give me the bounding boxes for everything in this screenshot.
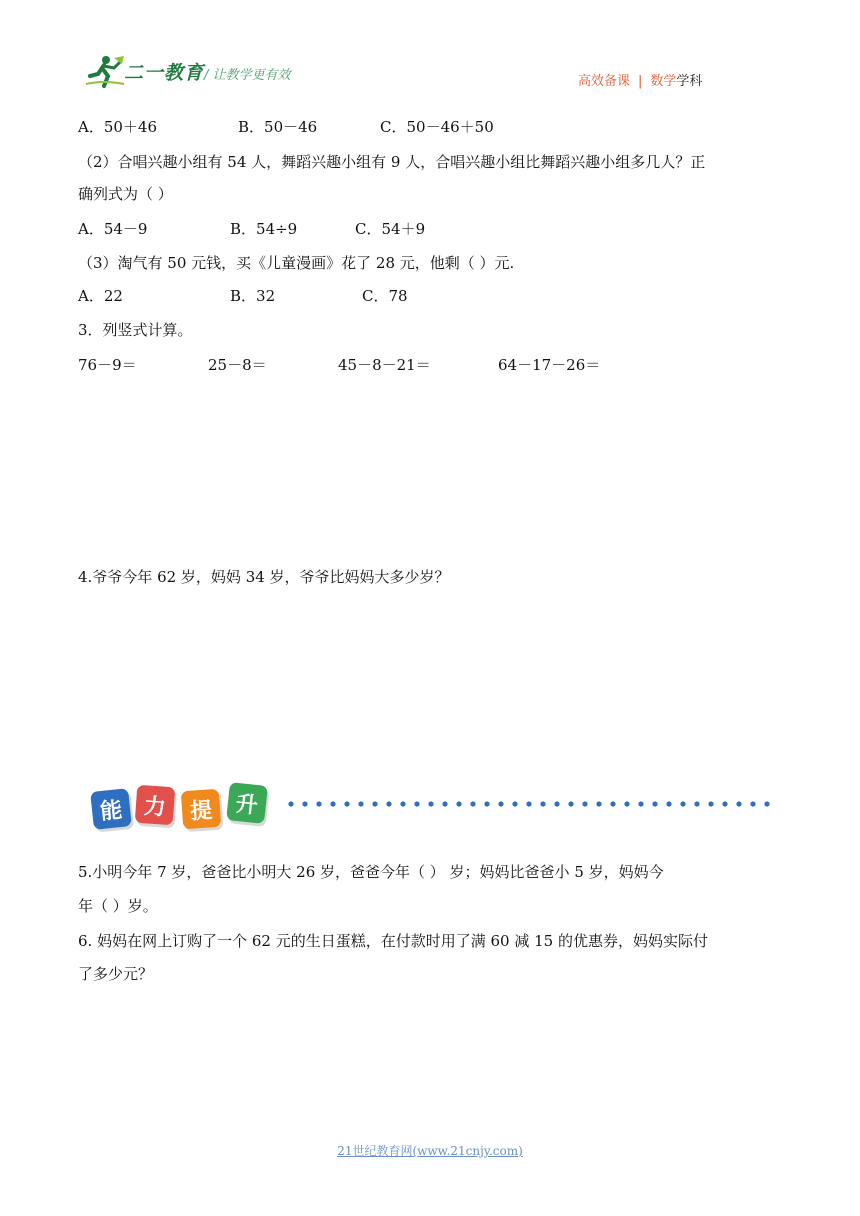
q3-option-a: A．22 bbox=[78, 287, 123, 305]
banner-dot bbox=[400, 801, 405, 806]
q6-text-line1: 6. 妈妈在网上订购了一个 62 元的生日蛋糕，在付款时用了满 60 减 15 的优惠券，妈妈实际付 bbox=[78, 932, 708, 950]
q1-option-a: A．50＋46 bbox=[78, 118, 158, 136]
page-header bbox=[0, 0, 860, 100]
header-subject-suffix: 学科 bbox=[676, 74, 703, 89]
q3-text: （3）淘气有 50 元钱，买《儿童漫画》花了 28 元，他剩（ ）元. bbox=[78, 254, 515, 272]
banner-dot bbox=[708, 801, 713, 806]
q2-option-c: C．54＋9 bbox=[355, 220, 426, 238]
q3-option-c: C．78 bbox=[362, 287, 408, 305]
runner-logo-icon bbox=[84, 54, 126, 88]
header-subject bbox=[578, 70, 702, 89]
q5-text-line1: 5.小明今年 7 岁，爸爸比小明大 26 岁，爸爸今年（ ） 岁；妈妈比爸爸小 5 岁，妈妈今 bbox=[78, 863, 664, 881]
banner-dot bbox=[372, 801, 377, 806]
banner-dot bbox=[652, 801, 657, 806]
banner-dot bbox=[526, 801, 531, 806]
header-subject-name: 数学 bbox=[650, 74, 677, 89]
section3-title: 3．列竖式计算。 bbox=[78, 321, 193, 339]
banner-dot bbox=[428, 801, 433, 806]
calc-expression-1: 76－9＝ bbox=[78, 356, 137, 374]
banner-dot bbox=[512, 801, 517, 806]
ability-banner bbox=[84, 778, 284, 836]
q3-option-b: B．32 bbox=[230, 287, 276, 305]
calc-expression-2: 25－8＝ bbox=[208, 356, 267, 374]
banner-dot bbox=[554, 801, 559, 806]
q2-option-b: B．54÷9 bbox=[230, 220, 298, 238]
banner-dotted-line bbox=[284, 800, 774, 808]
q4-text: 4.爷爷今年 62 岁，妈妈 34 岁，爷爷比妈妈大多少岁？ bbox=[78, 568, 450, 586]
banner-dot bbox=[750, 801, 755, 806]
banner-dot bbox=[316, 801, 321, 806]
banner-dot bbox=[456, 801, 461, 806]
logo-name: 二一教育 bbox=[124, 62, 205, 84]
banner-char-4: 升 bbox=[226, 782, 268, 824]
banner-dot bbox=[414, 801, 419, 806]
banner-dot bbox=[442, 801, 447, 806]
banner-dot bbox=[484, 801, 489, 806]
logo bbox=[84, 52, 314, 92]
banner-dot bbox=[386, 801, 391, 806]
q2-text-line2: 确列式为（ ） bbox=[78, 185, 173, 203]
banner-dot bbox=[582, 801, 587, 806]
q1-option-c: C．50－46＋50 bbox=[380, 118, 494, 136]
footer-link[interactable]: 21世纪教育网(www.21cnjy.com) bbox=[337, 1144, 523, 1158]
banner-dot bbox=[568, 801, 573, 806]
banner-char-1: 能 bbox=[90, 788, 132, 830]
q2-text-line1: （2）合唱兴趣小组有 54 人，舞蹈兴趣小组有 9 人，合唱兴趣小组比舞蹈兴趣小组多几人？正 bbox=[78, 153, 706, 171]
banner-dot bbox=[666, 801, 671, 806]
header-separator: | bbox=[638, 74, 643, 89]
calc-expression-3: 45－8－21＝ bbox=[338, 356, 431, 374]
banner-dot bbox=[694, 801, 699, 806]
banner-dot bbox=[344, 801, 349, 806]
banner-dot bbox=[764, 801, 769, 806]
banner-dot bbox=[498, 801, 503, 806]
banner-dot bbox=[610, 801, 615, 806]
q6-text-line2: 了多少元？ bbox=[78, 965, 154, 983]
banner-char-3: 提 bbox=[181, 789, 222, 830]
banner-dot bbox=[540, 801, 545, 806]
banner-dot bbox=[596, 801, 601, 806]
banner-char-2: 力 bbox=[135, 785, 176, 826]
banner-dot bbox=[302, 801, 307, 806]
q2-option-a: A．54－9 bbox=[78, 220, 148, 238]
banner-dot bbox=[330, 801, 335, 806]
logo-slogan: / 让教学更有效 bbox=[204, 68, 291, 83]
q5-text-line2: 年（ ）岁。 bbox=[78, 897, 158, 915]
banner-dot bbox=[722, 801, 727, 806]
banner-dot bbox=[638, 801, 643, 806]
header-label: 高效备课 bbox=[578, 74, 631, 89]
banner-dot bbox=[470, 801, 475, 806]
banner-dot bbox=[358, 801, 363, 806]
banner-dot bbox=[288, 801, 293, 806]
q1-option-b: B．50－46 bbox=[238, 118, 318, 136]
calc-expression-4: 64－17－26＝ bbox=[498, 356, 601, 374]
banner-dot bbox=[680, 801, 685, 806]
banner-dot bbox=[736, 801, 741, 806]
banner-dot bbox=[624, 801, 629, 806]
